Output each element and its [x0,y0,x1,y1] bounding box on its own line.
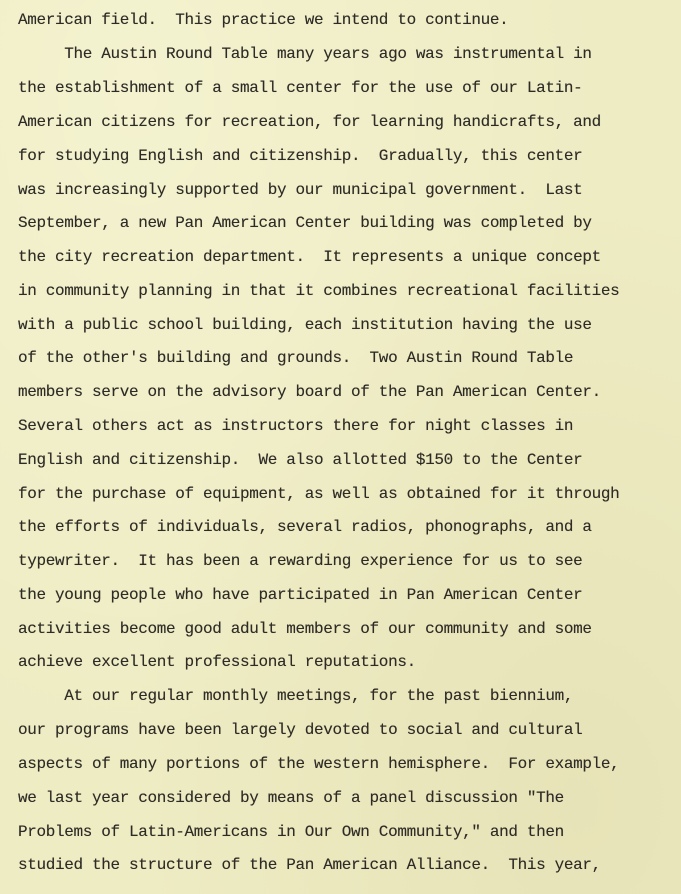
text-line: our programs have been largely devoted to social and cultural [18,721,583,739]
text-line: for the purchase of equipment, as well as obtained for it through [18,485,620,503]
text-line: English and citizenship. We also allotted $150 to the Center [18,451,583,469]
text-line: the city recreation department. It represents a unique concept [18,248,601,266]
text-line: for studying English and citizenship. Gradually, this center [18,147,583,165]
text-line: American citizens for recreation, for learning handicrafts, and [18,113,601,131]
text-line: aspects of many portions of the western hemisphere. For example, [18,755,620,773]
text-line: At our regular monthly meetings, for the past biennium, [18,687,574,705]
text-line: the young people who have participated in Pan American Center [18,586,583,604]
text-line: the efforts of individuals, several radios, phonographs, and a [18,518,592,536]
text-line: in community planning in that it combines recreational facilities [18,282,620,300]
text-line: achieve excellent professional reputations. [18,653,416,671]
text-line: activities become good adult members of our community and some [18,620,592,638]
text-line: with a public school building, each institution having the use [18,316,592,334]
text-line: September, a new Pan American Center building was completed by [18,214,592,232]
text-line: of the other's building and grounds. Two Austin Round Table [18,349,574,367]
text-line: American field. This practice we intend to continue. [18,11,509,29]
text-line: studied the structure of the Pan American Alliance. This year, [18,856,601,874]
text-line: typewriter. It has been a rewarding experience for us to see [18,552,583,570]
text-line: the establishment of a small center for the use of our Latin- [18,79,583,97]
text-line: members serve on the advisory board of the Pan American Center. [18,383,601,401]
text-line: Problems of Latin-Americans in Our Own Community," and then [18,823,564,841]
text-line: The Austin Round Table many years ago was instrumental in [18,45,592,63]
text-line: we last year considered by means of a panel discussion "The [18,789,564,807]
text-line: Several others act as instructors there for night classes in [18,417,574,435]
text-line: was increasingly supported by our municipal government. Last [18,181,583,199]
